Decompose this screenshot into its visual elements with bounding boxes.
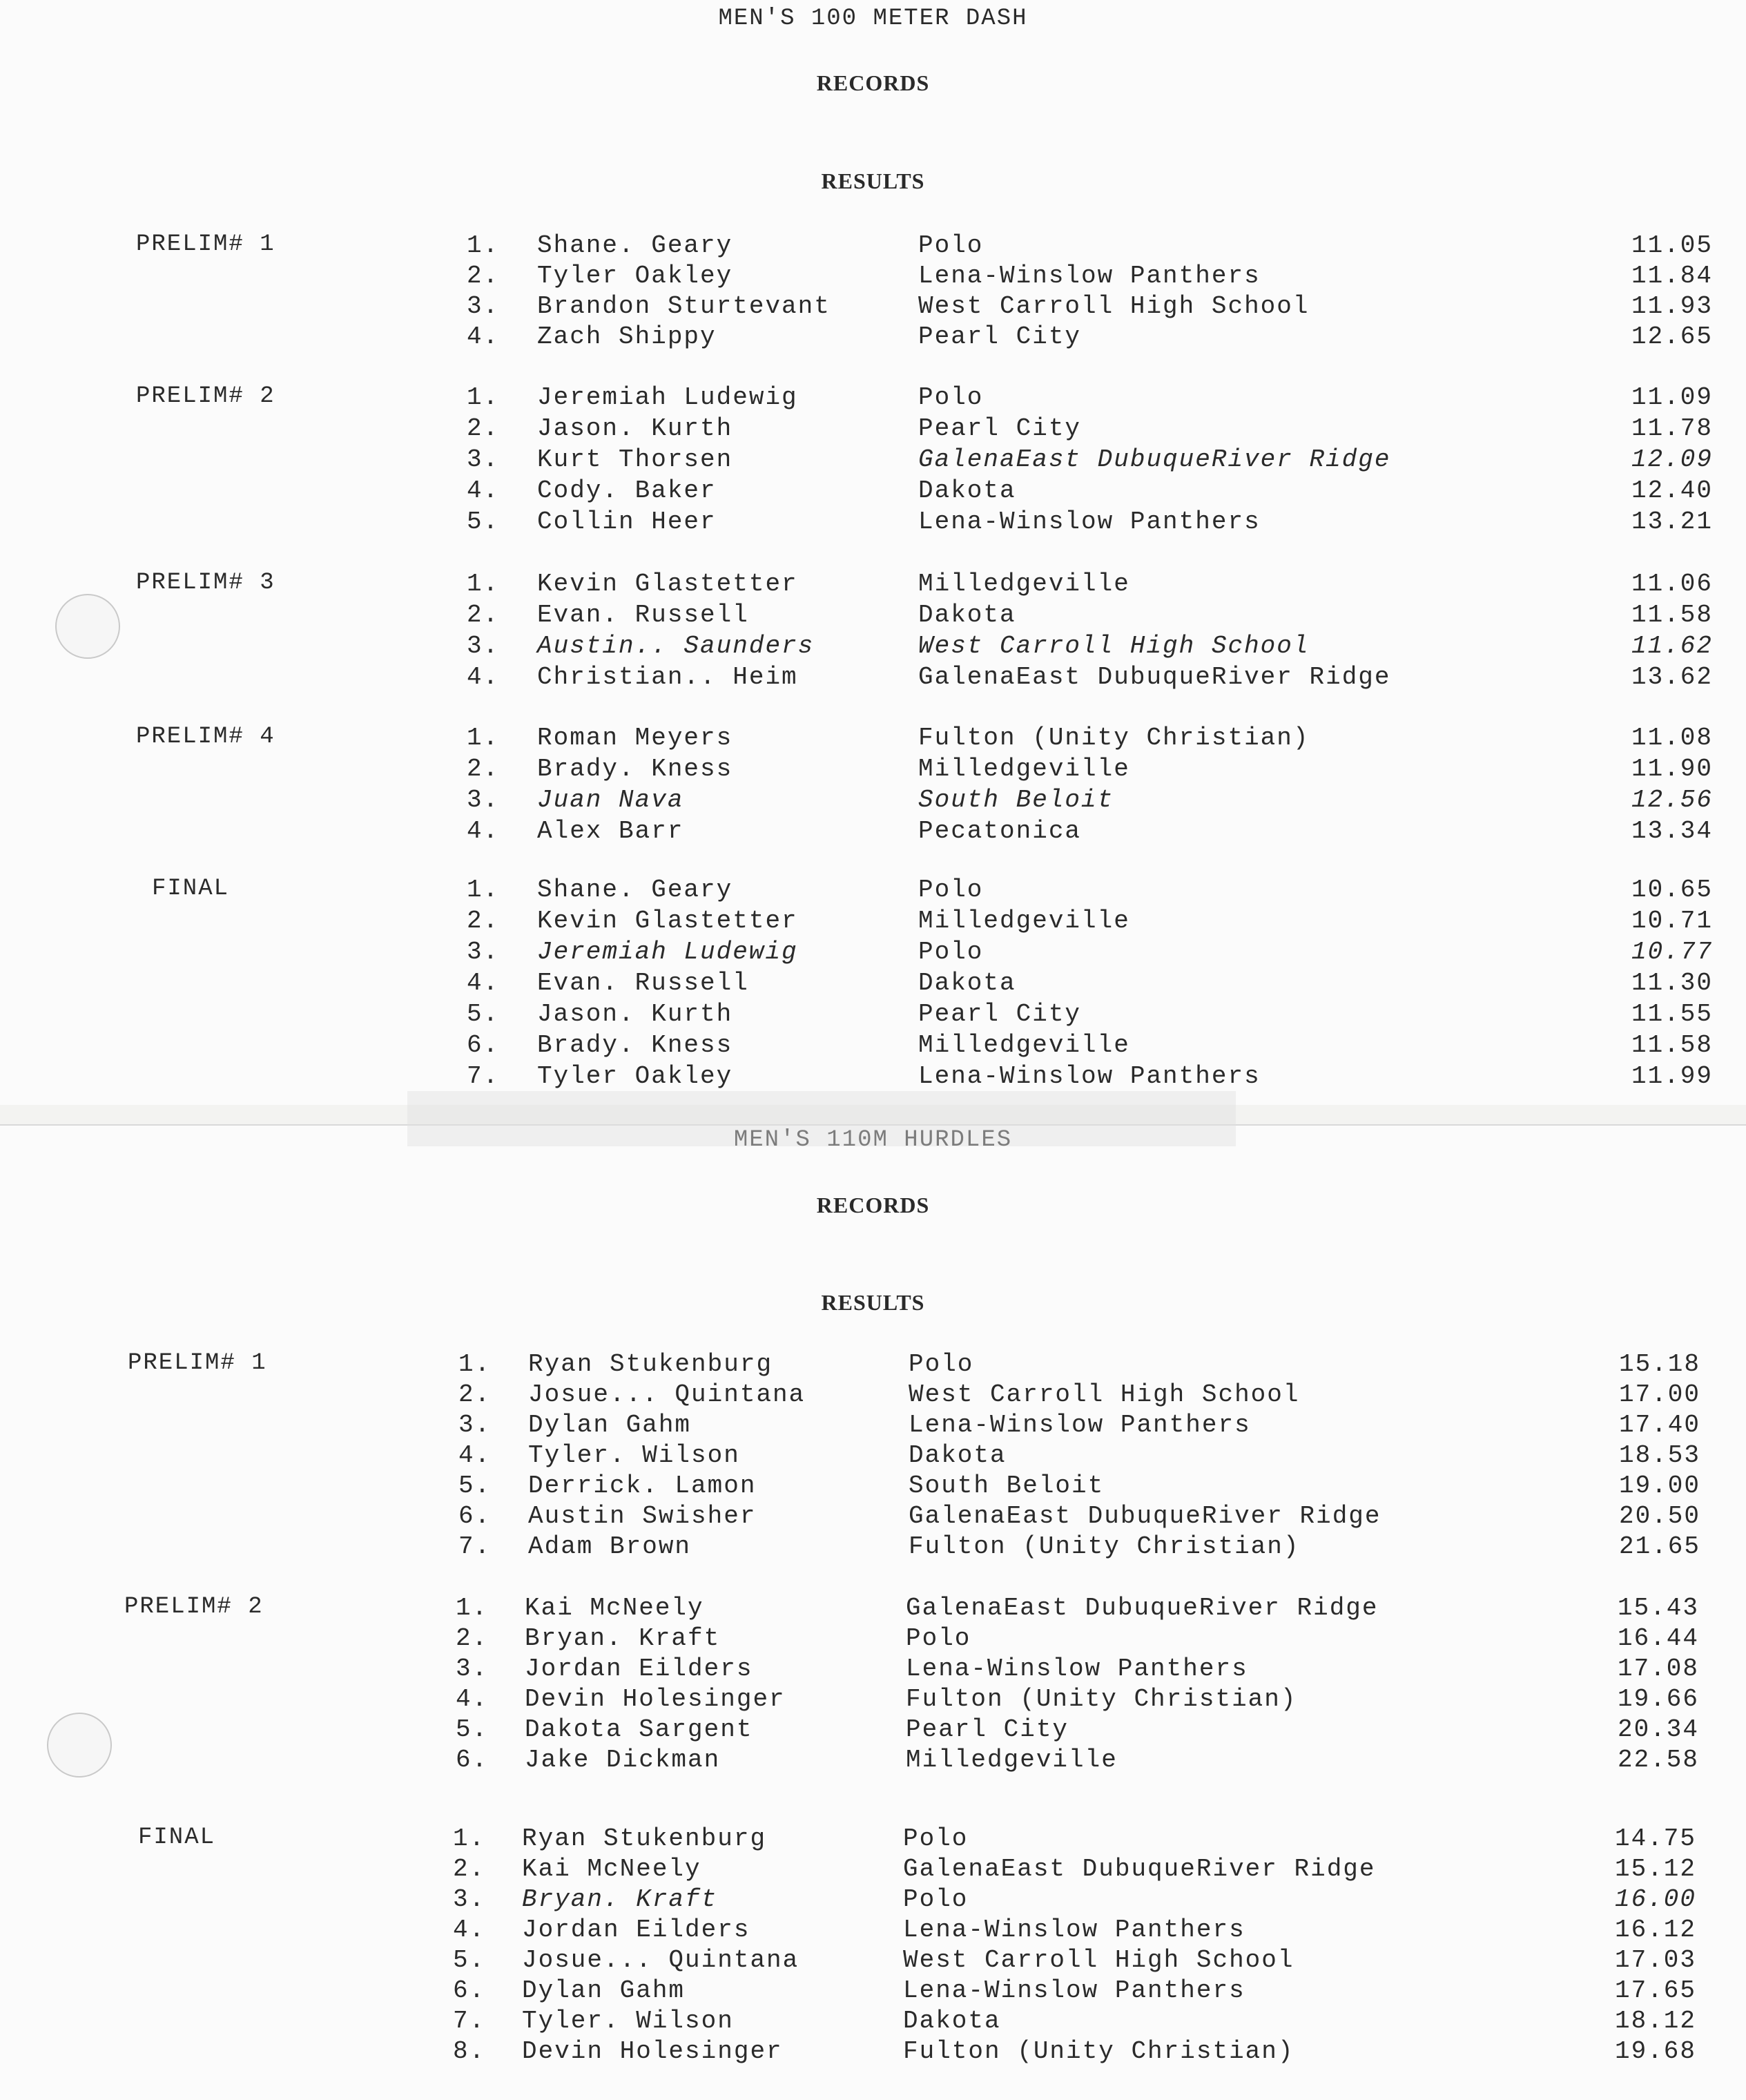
team-name: Polo	[903, 1824, 969, 1853]
result-row	[0, 663, 1746, 694]
team-name: Lena-Winslow Panthers	[906, 1655, 1248, 1683]
time: 11.58	[1631, 1031, 1713, 1059]
athlete-name: Tyler Oakley	[537, 1062, 733, 1090]
place: 1.	[467, 876, 500, 904]
time: 16.44	[1617, 1624, 1699, 1653]
result-row	[0, 1655, 1746, 1686]
time: 15.18	[1618, 1350, 1700, 1378]
athlete-name: Kurt Thorsen	[537, 445, 733, 474]
time: 10.71	[1631, 907, 1713, 935]
time: 11.05	[1631, 231, 1713, 260]
time: 11.55	[1631, 1000, 1713, 1028]
athlete-name: Jake Dickman	[525, 1746, 721, 1774]
place: 6.	[467, 1031, 500, 1059]
athlete-name: Ryan Stukenburg	[528, 1350, 773, 1378]
result-row	[0, 724, 1746, 755]
athlete-name: Adam Brown	[528, 1532, 692, 1561]
time: 20.34	[1617, 1715, 1699, 1744]
time: 18.53	[1618, 1441, 1700, 1470]
place: 5.	[467, 508, 500, 536]
team-name: West Carroll High School	[909, 1380, 1300, 1409]
place: 2.	[453, 1855, 486, 1883]
athlete-name: Brandon Sturtevant	[537, 292, 831, 320]
team-name: Dakota	[909, 1441, 1007, 1470]
place: 5.	[467, 1000, 500, 1028]
time: 17.03	[1614, 1946, 1696, 1974]
time: 21.65	[1618, 1532, 1700, 1561]
team-name: Milledgeville	[918, 1031, 1130, 1059]
place: 6.	[458, 1502, 492, 1530]
results-sheet-2	[0, 1124, 1746, 2100]
athlete-name: Josue... Quintana	[528, 1380, 806, 1409]
team-name: Milledgeville	[906, 1746, 1118, 1774]
team-name: Polo	[918, 231, 984, 260]
time: 17.65	[1614, 1976, 1696, 2005]
time: 18.12	[1614, 2007, 1696, 2035]
heat-label: FINAL	[152, 876, 230, 902]
result-row	[0, 817, 1746, 848]
result-row	[0, 322, 1746, 354]
athlete-name: Josue... Quintana	[522, 1946, 799, 1974]
place: 5.	[458, 1472, 492, 1500]
place: 3.	[467, 445, 500, 474]
athlete-name: Shane. Geary	[537, 876, 733, 904]
team-name: Milledgeville	[918, 755, 1130, 783]
records-heading: RECORDS	[816, 70, 930, 95]
team-name: Polo	[909, 1350, 974, 1378]
time: 11.78	[1631, 414, 1713, 443]
athlete-name: Jeremiah Ludewig	[537, 938, 798, 966]
team-name: Fulton (Unity Christian)	[906, 1685, 1297, 1713]
place: 1.	[467, 724, 500, 752]
place: 2.	[467, 601, 500, 629]
athlete-name: Kevin Glastetter	[537, 570, 798, 598]
time: 12.09	[1631, 445, 1713, 474]
team-name: Milledgeville	[918, 570, 1130, 598]
result-row	[0, 1472, 1746, 1503]
result-row	[0, 755, 1746, 786]
result-row	[0, 1746, 1746, 1777]
team-name: Dakota	[918, 601, 1016, 629]
time: 11.09	[1631, 383, 1713, 412]
result-row	[0, 907, 1746, 938]
place: 3.	[467, 786, 500, 814]
result-row	[0, 632, 1746, 663]
result-row	[0, 292, 1746, 323]
place: 6.	[453, 1976, 486, 2005]
team-name: Lena-Winslow Panthers	[903, 1976, 1245, 2005]
result-row	[0, 2037, 1746, 2068]
heat-label: PRELIM# 2	[124, 1594, 264, 1620]
place: 3.	[453, 1885, 486, 1914]
team-name: Lena-Winslow Panthers	[918, 508, 1261, 536]
place: 4.	[456, 1685, 489, 1713]
result-row	[0, 231, 1746, 262]
time: 20.50	[1618, 1502, 1700, 1530]
time: 17.40	[1618, 1411, 1700, 1439]
result-row	[0, 508, 1746, 539]
athlete-name: Kai McNeely	[525, 1594, 704, 1622]
time: 12.65	[1631, 322, 1713, 351]
place: 1.	[467, 570, 500, 598]
team-name: Pearl City	[918, 414, 1082, 443]
result-row	[0, 262, 1746, 293]
athlete-name: Ryan Stukenburg	[522, 1824, 767, 1853]
time: 10.65	[1631, 876, 1713, 904]
team-name: Fulton (Unity Christian)	[903, 2037, 1294, 2065]
time: 16.00	[1614, 1885, 1696, 1914]
athlete-name: Shane. Geary	[537, 231, 733, 260]
place: 1.	[467, 231, 500, 260]
time: 15.43	[1617, 1594, 1699, 1622]
place: 3.	[467, 938, 500, 966]
heat-label: PRELIM# 1	[136, 231, 275, 258]
result-row	[0, 383, 1746, 414]
time: 11.93	[1631, 292, 1713, 320]
athlete-name: Jordan Eilders	[525, 1655, 753, 1683]
time: 11.58	[1631, 601, 1713, 629]
athlete-name: Collin Heer	[537, 508, 717, 536]
time: 15.12	[1614, 1855, 1696, 1883]
athlete-name: Dylan Gahm	[528, 1411, 692, 1439]
result-row	[0, 445, 1746, 476]
time: 10.77	[1631, 938, 1713, 966]
result-row	[0, 1502, 1746, 1533]
place: 1.	[456, 1594, 489, 1622]
time: 11.06	[1631, 570, 1713, 598]
place: 2.	[467, 907, 500, 935]
place: 5.	[453, 1946, 486, 1974]
team-name: Lena-Winslow Panthers	[918, 262, 1261, 290]
place: 4.	[467, 817, 500, 845]
result-row	[0, 1916, 1746, 1947]
result-row	[0, 1441, 1746, 1472]
athlete-name: Juan Nava	[537, 786, 684, 814]
tape-strip	[407, 1091, 1236, 1146]
time: 22.58	[1617, 1746, 1699, 1774]
time: 11.90	[1631, 755, 1713, 783]
athlete-name: Evan. Russell	[537, 969, 749, 997]
team-name: Pearl City	[918, 1000, 1082, 1028]
athlete-name: Jason. Kurth	[537, 414, 733, 443]
event-title: MEN'S 110M HURDLES	[733, 1127, 1013, 1153]
team-name: GalenaEast DubuqueRiver Ridge	[909, 1502, 1381, 1530]
athlete-name: Brady. Kness	[537, 755, 733, 783]
athlete-name: Austin.. Saunders	[537, 632, 815, 660]
athlete-name: Devin Holesinger	[522, 2037, 783, 2065]
heat-label: PRELIM# 3	[136, 570, 275, 596]
time: 19.68	[1614, 2037, 1696, 2065]
result-row	[0, 969, 1746, 1000]
athlete-name: Kevin Glastetter	[537, 907, 798, 935]
place: 2.	[467, 414, 500, 443]
result-row	[0, 1350, 1746, 1381]
results-heading: RESULTS	[821, 1290, 925, 1315]
team-name: West Carroll High School	[918, 292, 1310, 320]
result-row	[0, 1380, 1746, 1412]
time: 12.56	[1631, 786, 1713, 814]
place: 3.	[467, 632, 500, 660]
place: 1.	[453, 1824, 486, 1853]
athlete-name: Devin Holesinger	[525, 1685, 786, 1713]
heat-label: FINAL	[138, 1824, 216, 1851]
place: 8.	[453, 2037, 486, 2065]
result-row	[0, 2007, 1746, 2038]
results-heading: RESULTS	[821, 168, 925, 193]
result-row	[0, 1685, 1746, 1716]
time: 13.62	[1631, 663, 1713, 691]
team-name: GalenaEast DubuqueRiver Ridge	[918, 445, 1391, 474]
team-name: Polo	[906, 1624, 971, 1653]
team-name: Polo	[903, 1885, 969, 1914]
time: 13.34	[1631, 817, 1713, 845]
place: 3.	[458, 1411, 492, 1439]
team-name: GalenaEast DubuqueRiver Ridge	[906, 1594, 1379, 1622]
athlete-name: Kai McNeely	[522, 1855, 701, 1883]
time: 11.30	[1631, 969, 1713, 997]
athlete-name: Tyler Oakley	[537, 262, 733, 290]
place: 2.	[456, 1624, 489, 1653]
result-row	[0, 601, 1746, 632]
time: 17.00	[1618, 1380, 1700, 1409]
team-name: West Carroll High School	[903, 1946, 1294, 1974]
time: 14.75	[1614, 1824, 1696, 1853]
athlete-name: Christian.. Heim	[537, 663, 798, 691]
heat-label: PRELIM# 2	[136, 383, 275, 410]
team-name: South Beloit	[918, 786, 1114, 814]
place: 4.	[467, 476, 500, 505]
team-name: Polo	[918, 383, 984, 412]
heat-label: PRELIM# 4	[136, 724, 275, 750]
athlete-name: Jordan Eilders	[522, 1916, 750, 1944]
athlete-name: Tyler. Wilson	[522, 2007, 734, 2035]
athlete-name: Austin Swisher	[528, 1502, 757, 1530]
team-name: Polo	[918, 938, 984, 966]
heat-label: PRELIM# 1	[128, 1350, 267, 1376]
team-name: GalenaEast DubuqueRiver Ridge	[918, 663, 1391, 691]
athlete-name: Jeremiah Ludewig	[537, 383, 798, 412]
place: 3.	[456, 1655, 489, 1683]
athlete-name: Bryan. Kraft	[525, 1624, 721, 1653]
team-name: Lena-Winslow Panthers	[909, 1411, 1251, 1439]
team-name: Fulton (Unity Christian)	[918, 724, 1310, 752]
athlete-name: Zach Shippy	[537, 322, 717, 351]
athlete-name: Jason. Kurth	[537, 1000, 733, 1028]
result-row	[0, 1885, 1746, 1916]
team-name: Dakota	[903, 2007, 1001, 2035]
team-name: Dakota	[918, 969, 1016, 997]
time: 11.84	[1631, 262, 1713, 290]
place: 2.	[458, 1380, 492, 1409]
place: 6.	[456, 1746, 489, 1774]
result-row	[0, 570, 1746, 601]
team-name: Dakota	[918, 476, 1016, 505]
athlete-name: Dylan Gahm	[522, 1976, 686, 2005]
athlete-name: Cody. Baker	[537, 476, 717, 505]
result-row	[0, 786, 1746, 817]
team-name: Lena-Winslow Panthers	[903, 1916, 1245, 1944]
athlete-name: Dakota Sargent	[525, 1715, 753, 1744]
athlete-name: Alex Barr	[537, 817, 684, 845]
time: 19.00	[1618, 1472, 1700, 1500]
place: 2.	[467, 262, 500, 290]
result-row	[0, 1062, 1746, 1093]
athlete-name: Evan. Russell	[537, 601, 749, 629]
time: 17.08	[1617, 1655, 1699, 1683]
result-row	[0, 414, 1746, 445]
place: 7.	[453, 2007, 486, 2035]
time: 19.66	[1617, 1685, 1699, 1713]
place: 7.	[467, 1062, 500, 1090]
time: 16.12	[1614, 1916, 1696, 1944]
result-row	[0, 1031, 1746, 1062]
athlete-name: Derrick. Lamon	[528, 1472, 757, 1500]
place: 2.	[467, 755, 500, 783]
team-name: Polo	[918, 876, 984, 904]
result-row	[0, 1594, 1746, 1625]
place: 7.	[458, 1532, 492, 1561]
place: 4.	[467, 322, 500, 351]
athlete-name: Brady. Kness	[537, 1031, 733, 1059]
place: 1.	[467, 383, 500, 412]
time: 11.99	[1631, 1062, 1713, 1090]
place: 4.	[467, 663, 500, 691]
time: 11.08	[1631, 724, 1713, 752]
team-name: Pearl City	[906, 1715, 1069, 1744]
time: 11.62	[1631, 632, 1713, 660]
team-name: Lena-Winslow Panthers	[918, 1062, 1261, 1090]
team-name: Pearl City	[918, 322, 1082, 351]
place: 5.	[456, 1715, 489, 1744]
result-row	[0, 876, 1746, 907]
place: 4.	[467, 969, 500, 997]
result-row	[0, 1946, 1746, 1977]
event-title: MEN'S 100 METER DASH	[718, 6, 1028, 32]
result-row	[0, 1855, 1746, 1886]
team-name: West Carroll High School	[918, 632, 1310, 660]
result-row	[0, 1715, 1746, 1746]
athlete-name: Bryan. Kraft	[522, 1885, 718, 1914]
place: 4.	[453, 1916, 486, 1944]
result-row	[0, 938, 1746, 969]
place: 3.	[467, 292, 500, 320]
result-row	[0, 1532, 1746, 1563]
place: 4.	[458, 1441, 492, 1470]
team-name: Pecatonica	[918, 817, 1082, 845]
team-name: Fulton (Unity Christian)	[909, 1532, 1300, 1561]
place: 1.	[458, 1350, 492, 1378]
team-name: Milledgeville	[918, 907, 1130, 935]
athlete-name: Roman Meyers	[537, 724, 733, 752]
time: 12.40	[1631, 476, 1713, 505]
records-heading: RECORDS	[816, 1193, 930, 1217]
result-row	[0, 1976, 1746, 2007]
result-row	[0, 1624, 1746, 1655]
result-row	[0, 476, 1746, 508]
result-row	[0, 1824, 1746, 1856]
athlete-name: Tyler. Wilson	[528, 1441, 740, 1470]
team-name: South Beloit	[909, 1472, 1105, 1500]
team-name: GalenaEast DubuqueRiver Ridge	[903, 1855, 1376, 1883]
result-row	[0, 1411, 1746, 1442]
result-row	[0, 1000, 1746, 1031]
time: 13.21	[1631, 508, 1713, 536]
